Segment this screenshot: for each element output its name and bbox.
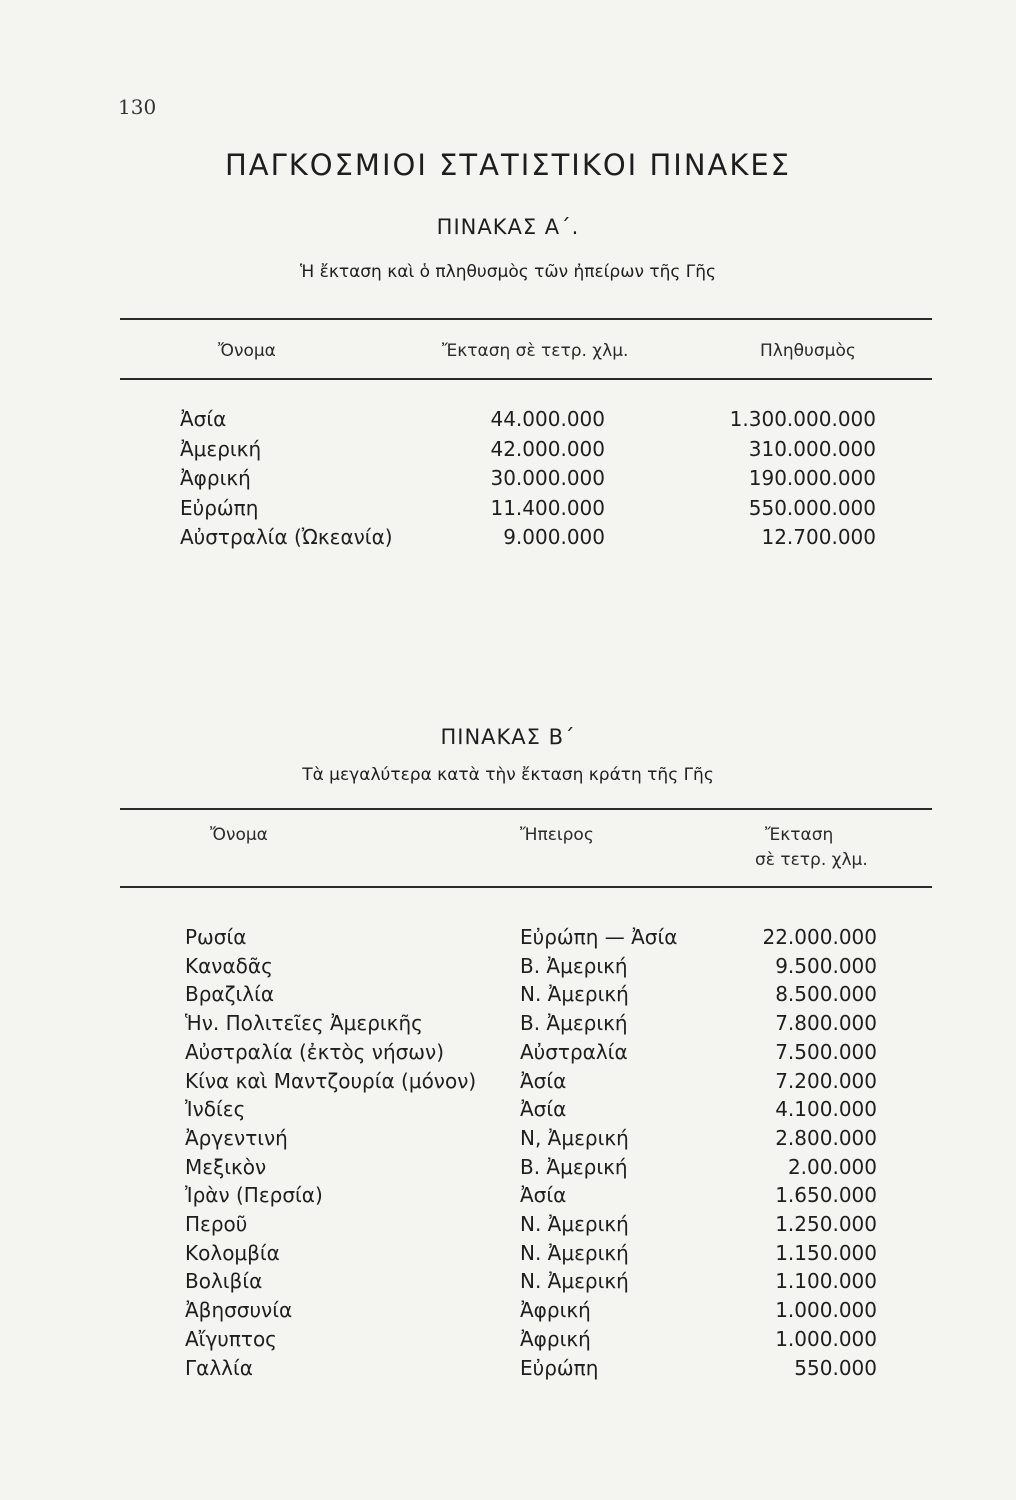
- table-row: [0, 1296, 1016, 1324]
- country-area: 1.000.000: [775, 1298, 877, 1323]
- table-row: [0, 1181, 1016, 1209]
- table-row: [0, 1210, 1016, 1238]
- table-row: [0, 1095, 1016, 1123]
- country-area: 1.150.000: [775, 1240, 877, 1265]
- table-row: [0, 405, 1016, 433]
- table-a-header-name: Ὄνομα: [218, 341, 276, 361]
- country-continent: Ν. Ἀμερική: [520, 982, 629, 1007]
- country-continent: Β. Ἀμερική: [520, 953, 628, 978]
- country-continent: Ν. Ἀμερική: [520, 1240, 629, 1265]
- country-continent: Ἀφρική: [520, 1298, 591, 1323]
- country-continent: Ἀσία: [520, 1183, 567, 1208]
- country-continent: Ἀσία: [520, 1068, 567, 1093]
- page-number: 130: [118, 95, 157, 119]
- table-a-title: ΠΙΝΑΚΑΣ Α΄.: [436, 215, 580, 239]
- country-continent: Ἀσία: [520, 1097, 567, 1122]
- country-name: Καναδᾶς: [185, 953, 273, 978]
- country-name: Γαλλία: [185, 1355, 253, 1380]
- country-name: Ἡν. Πολιτεῖες Ἀμερικῆς: [185, 1011, 423, 1036]
- country-continent: Ν, Ἀμερική: [520, 1125, 629, 1150]
- table-a-header-population: Πληθυσμὸς: [760, 341, 856, 361]
- table-b-top-rule: [120, 808, 932, 810]
- continent-name: Αὐστραλία (Ὠκεανία): [180, 525, 393, 549]
- table-row: [0, 435, 1016, 463]
- table-b-header-area-line1: Ἔκταση: [765, 825, 834, 845]
- country-area: 1.100.000: [775, 1269, 877, 1294]
- table-row: [0, 1239, 1016, 1267]
- country-name: Αὐστραλία (ἐκτὸς νήσων): [185, 1039, 445, 1064]
- table-a-top-rule: [120, 318, 932, 320]
- country-continent: Ν. Ἀμερική: [520, 1212, 629, 1236]
- country-name: Κολομβία: [185, 1240, 280, 1265]
- table-b-title: ΠΙΝΑΚΑΣ Β΄: [440, 725, 576, 749]
- country-area: 2.800.000: [775, 1125, 877, 1150]
- country-area: 8.500.000: [775, 982, 877, 1007]
- country-area: 1.650.000: [775, 1183, 877, 1208]
- table-row: [0, 1153, 1016, 1181]
- table-b-header-name: Ὄνομα: [210, 825, 268, 845]
- table-row: [0, 523, 1016, 551]
- country-name: Περοῦ: [185, 1212, 248, 1236]
- table-a-header-rule: [120, 378, 932, 380]
- country-continent: Εὐρώπη — Ἀσία: [520, 925, 678, 949]
- continent-population: 190.000.000: [748, 466, 876, 490]
- continent-area: 9.000.000: [503, 525, 605, 549]
- continent-population: 310.000.000: [748, 436, 876, 461]
- country-area: 7.500.000: [775, 1039, 877, 1064]
- table-a-caption: Ἡ ἔκταση καὶ ὁ πληθυσμὸς τῶν ἠπείρων τῆς Γῆς: [300, 262, 716, 282]
- table-row: [0, 1009, 1016, 1037]
- continent-area: 44.000.000: [490, 407, 605, 431]
- table-row: [0, 1325, 1016, 1353]
- table-a-header-area: Ἔκταση σὲ τετρ. χλμ.: [442, 341, 629, 361]
- continent-population: 12.700.000: [761, 525, 876, 549]
- country-area: 2.00.000: [787, 1154, 877, 1179]
- country-area: 7.800.000: [775, 1011, 877, 1036]
- country-name: Ρωσία: [185, 925, 247, 949]
- country-name: Ἀργεντινή: [185, 1125, 288, 1150]
- country-continent: Ἀφρική: [520, 1326, 591, 1351]
- continent-population: 550.000.000: [748, 495, 876, 520]
- country-area: 550.000: [794, 1355, 877, 1380]
- country-area: 1.250.000: [775, 1212, 877, 1236]
- table-row: [0, 952, 1016, 980]
- continent-name: Ἀσία: [180, 407, 227, 431]
- country-continent: Β. Ἀμερική: [520, 1154, 628, 1179]
- country-continent: Αὐστραλία: [520, 1039, 628, 1064]
- country-continent: Ν. Ἀμερική: [520, 1269, 629, 1294]
- table-b-header-area-line2: σὲ τετρ. χλμ.: [755, 850, 868, 870]
- country-name: Κίνα καὶ Μαντζουρία (μόνον): [185, 1068, 477, 1093]
- continent-name: Εὐρώπη: [180, 495, 259, 520]
- country-name: Ἀβησσυνία: [185, 1298, 293, 1323]
- country-area: 7.200.000: [775, 1068, 877, 1093]
- country-name: Βολιβία: [185, 1269, 263, 1294]
- country-name: Ἰρὰν (Περσία): [185, 1183, 323, 1208]
- country-name: Ἰνδίες: [185, 1097, 246, 1122]
- continent-area: 11.400.000: [490, 495, 605, 520]
- table-row: [0, 980, 1016, 1008]
- continent-population: 1.300.000.000: [729, 407, 876, 431]
- table-row: [0, 1038, 1016, 1066]
- table-b-caption: Τὰ μεγαλύτερα κατὰ τὴν ἔκταση κράτη τῆς Γῆς: [302, 765, 714, 785]
- country-continent: Εὐρώπη: [520, 1355, 599, 1380]
- country-area: 22.000.000: [762, 925, 877, 949]
- table-row: [0, 494, 1016, 522]
- country-name: Μεξικὸν: [185, 1154, 267, 1179]
- table-row: [0, 1354, 1016, 1382]
- table-row: [0, 1267, 1016, 1295]
- table-b-header-continent: Ἤπειρος: [520, 825, 594, 845]
- table-row: [0, 923, 1016, 951]
- table-b-header-rule: [120, 886, 932, 888]
- continent-name: Ἀφρική: [180, 466, 251, 490]
- country-name: Αἴγυπτος: [185, 1326, 277, 1351]
- table-row: [0, 1124, 1016, 1152]
- table-row: [0, 1067, 1016, 1095]
- country-name: Βραζιλία: [185, 982, 275, 1007]
- country-area: 9.500.000: [775, 953, 877, 978]
- country-area: 4.100.000: [775, 1097, 877, 1122]
- country-continent: Β. Ἀμερική: [520, 1011, 628, 1036]
- page-title: ΠΑΓΚΟΣΜΙΟΙ ΣΤΑΤΙΣΤΙΚΟΙ ΠΙΝΑΚΕΣ: [224, 148, 792, 182]
- continent-area: 42.000.000: [490, 436, 605, 461]
- country-area: 1.000.000: [775, 1326, 877, 1351]
- table-row: [0, 464, 1016, 492]
- continent-name: Ἀμερική: [180, 436, 262, 461]
- continent-area: 30.000.000: [490, 466, 605, 490]
